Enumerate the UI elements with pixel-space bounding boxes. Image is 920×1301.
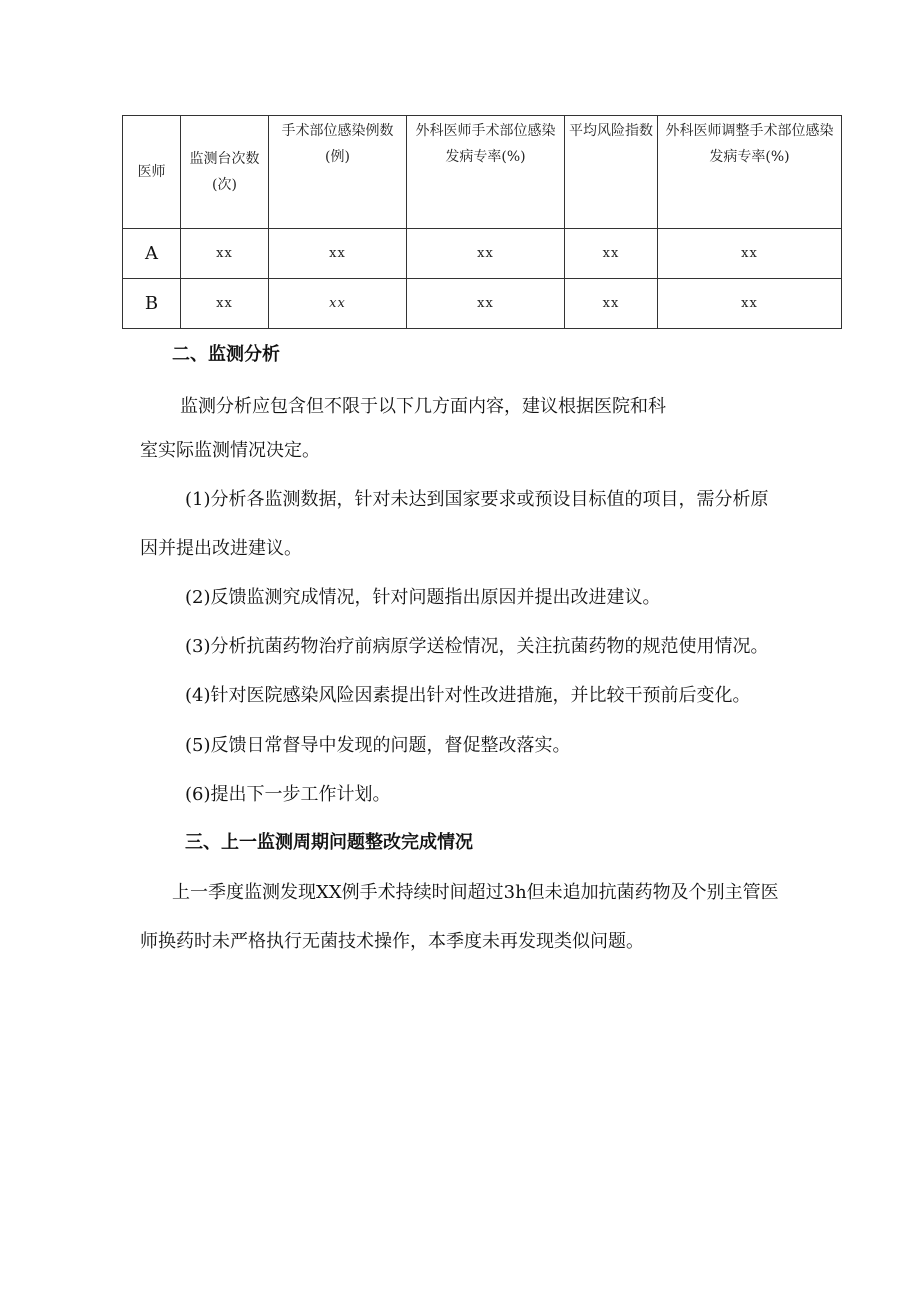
table-cell: xx bbox=[658, 279, 842, 329]
item6: (6)提出下一步工作计划。 bbox=[185, 784, 391, 805]
table-header-row bbox=[123, 116, 842, 229]
table-cell: xx bbox=[407, 229, 565, 279]
header-physician: 医师 bbox=[123, 116, 181, 229]
item4: (4)针对医院感染风险因素提出针对性改进措施，并比较干预前后变化。 bbox=[185, 685, 751, 706]
section2-intro-line2: 室实际监测情况决定。 bbox=[140, 440, 320, 461]
item1-line2: 因并提出改进建议。 bbox=[140, 538, 302, 559]
section3-heading: 三、上一监测周期问题整改完成情况 bbox=[185, 832, 473, 853]
row-label: B bbox=[123, 279, 181, 329]
table-row bbox=[123, 229, 842, 279]
item1-line1: (1)分析各监测数据，针对未达到国家要求或预设目标值的项目，需分析原 bbox=[185, 489, 769, 510]
section3-para-line2: 师换药时未严格执行无菌技术操作，本季度未再发现类似问题。 bbox=[140, 931, 644, 952]
table-cell: xx bbox=[565, 279, 658, 329]
header-risk-index: 平均风险指数 bbox=[565, 116, 658, 229]
item5: (5)反馈日常督导中发现的问题，督促整改落实。 bbox=[185, 735, 571, 756]
item2: (2)反馈监测究成情况，针对问题指出原因并提出改进建议。 bbox=[185, 587, 661, 608]
header-monitor-count: 监测台次数(次) bbox=[181, 116, 269, 229]
header-infection-rate: 外科医师手术部位感染发病专率(%) bbox=[407, 116, 565, 229]
table-cell: xx bbox=[269, 229, 407, 279]
section2-heading: 二、监测分析 bbox=[172, 344, 280, 365]
table-cell: xx bbox=[181, 279, 269, 329]
section2-intro-line1: 监测分析应包含但不限于以下几方面内容，建议根据医院和科 bbox=[180, 396, 666, 417]
monitoring-table bbox=[122, 115, 842, 329]
item3: (3)分析抗菌药物治疗前病原学送检情况，关注抗菌药物的规范使用情况。 bbox=[185, 636, 769, 657]
table-cell: xx bbox=[565, 229, 658, 279]
table-cell: xx bbox=[407, 279, 565, 329]
row-label: A bbox=[123, 229, 181, 279]
table-cell: xx bbox=[181, 229, 269, 279]
table-row bbox=[123, 279, 842, 329]
header-adjusted-rate: 外科医师调整手术部位感染发病专率(%) bbox=[658, 116, 842, 229]
table-cell: xx bbox=[658, 229, 842, 279]
section3-para-line1: 上一季度监测发现XX例手术持续时间超过3h但未追加抗菌药物及个别主管医 bbox=[172, 882, 779, 903]
table-cell: xx bbox=[269, 279, 407, 329]
header-infection-cases: 手术部位感染例数(例) bbox=[269, 116, 407, 229]
